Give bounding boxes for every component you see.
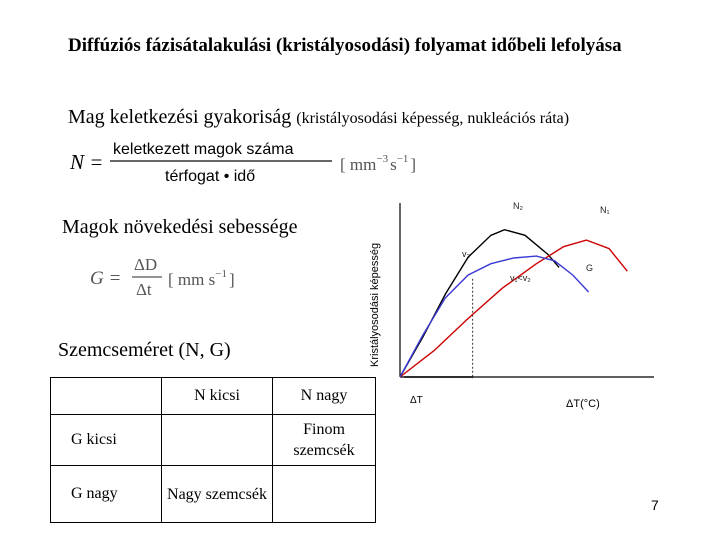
growth-heading: Magok növekedési sebessége [62,216,302,239]
table-cell-empty [51,378,162,415]
formula-g-denominator: Δt [136,280,152,299]
chart-annotation: N₁ [600,205,610,215]
formula-n-denominator: térfogat • idő [165,168,256,185]
table-row-label-g-small: G kicsi [51,415,162,466]
slide-title: Diffúziós fázisátalakulási (kristályosodási) folyamat időbeli lefolyása [68,35,622,56]
table-row [51,415,376,466]
table-row-label-g-large: G nagy [51,466,162,523]
delta-t-marker-label: ΔT [410,395,423,406]
chart-annotation: N₂ [513,201,523,211]
formula-g-unit: [ mm $s^{-1}$ ] [168,268,235,289]
growth-formula [90,252,250,302]
nucleation-label: Mag keletkezési gyakoriság [68,106,292,128]
page-number: 7 [651,497,659,513]
x-axis-label: ΔT(°C) [566,398,600,410]
formula-n-unit: [ $mm^{-3}$ $s^{-1}$ ] [340,153,417,174]
chart-layer [369,201,654,410]
y-axis-label: Kristályosodási képesség [369,242,381,367]
table-cell [273,466,376,523]
table-row [51,378,376,415]
table-cell-fine-grains: Finom szemcsék [273,415,376,466]
chart-annotation: v₁<v₂ [510,273,531,283]
grain-size-heading: Szemcseméret (N, G) [58,339,231,361]
series-g-line [400,256,589,377]
table-cell [162,415,273,466]
series-n1-line [400,240,627,377]
table-header-n-small: N kicsi [162,378,273,415]
crystallization-chart [358,195,658,417]
formula-g-numerator: ΔD [134,255,158,274]
table-header-n-large: N nagy [273,378,376,415]
formula-n-numerator: keletkezett magok száma [113,141,294,158]
formula-n-lhs: N = [70,150,104,174]
grain-size-table [50,377,376,523]
formula-g-lhs: G = [90,268,122,289]
nucleation-heading [68,106,569,129]
chart-annotation: G [586,263,594,273]
series-n2-line [400,230,559,377]
table-cell-coarse-grains: Nagy szemcsék [162,466,273,523]
chart-annotation: v₂ [462,249,470,259]
table-row [51,466,376,523]
nucleation-formula [70,136,440,188]
nucleation-paren: (kristályosodási képesség, nukleációs ráta) [296,110,570,127]
